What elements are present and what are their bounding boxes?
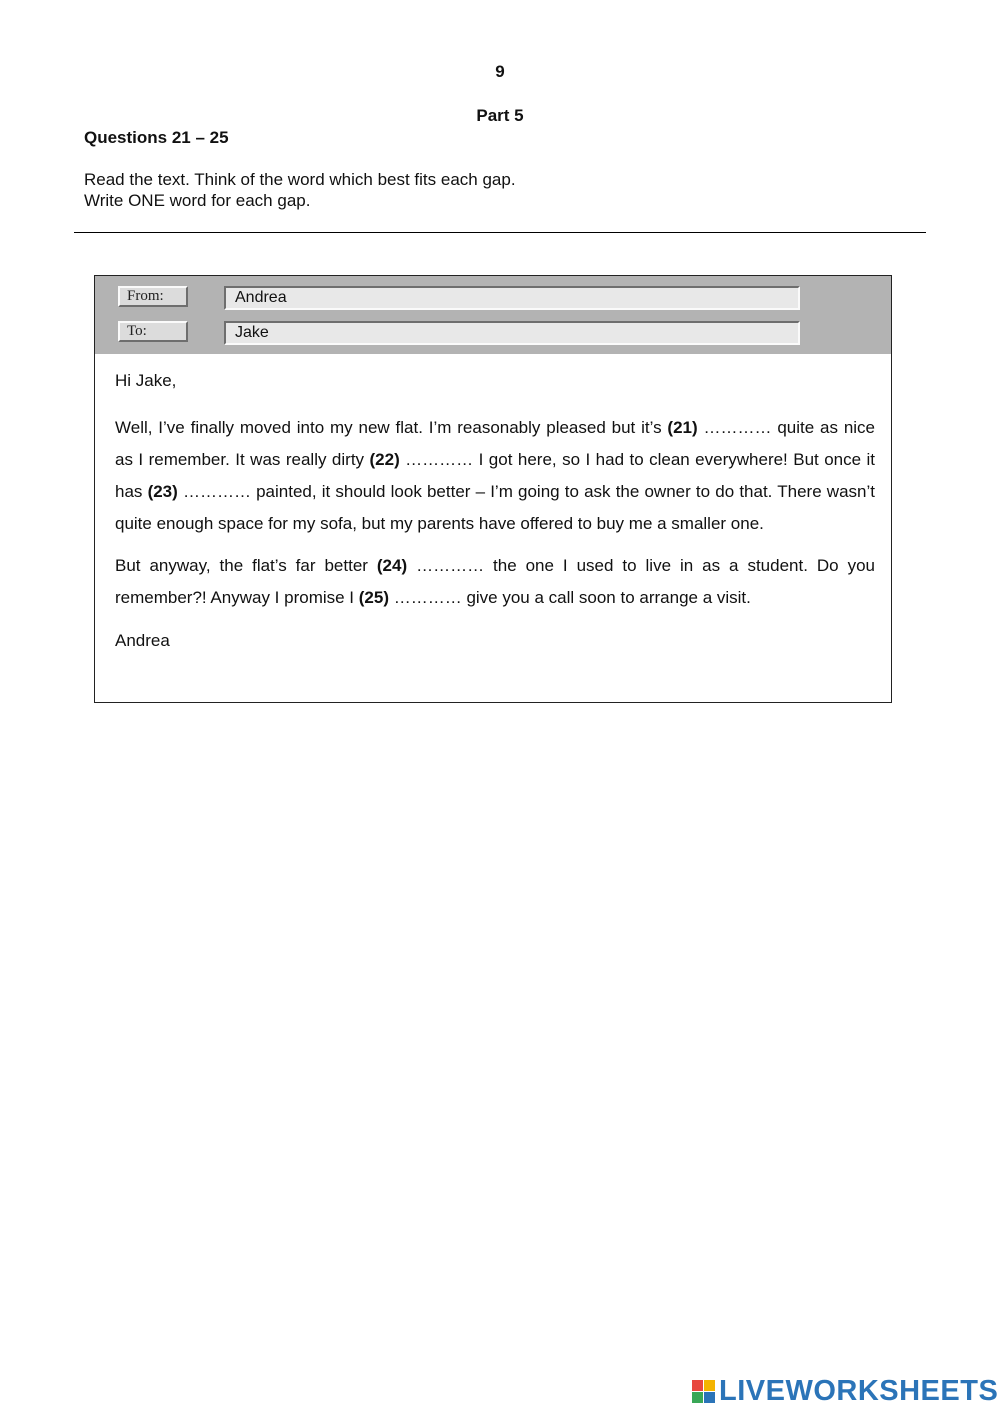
gap-25[interactable]: (25) xyxy=(358,588,389,607)
from-label: From: xyxy=(118,286,188,307)
part-title: Part 5 xyxy=(476,106,524,125)
to-label: To: xyxy=(118,321,188,342)
gap-24[interactable]: (24) xyxy=(376,556,408,575)
questions-heading: Questions 21 – 25 xyxy=(84,128,229,147)
logo-square-blue xyxy=(704,1392,715,1403)
signoff: Andrea xyxy=(115,631,170,650)
email-body xyxy=(115,370,875,652)
logo-square-green xyxy=(692,1392,703,1403)
logo-text: LIVEWORKSHEETS xyxy=(719,1374,999,1407)
paragraph-1-text-3: ………… I got here, so I had to clean everywhere! But once it has xyxy=(115,450,876,501)
greeting: Hi Jake, xyxy=(115,371,177,390)
paragraph-2-text-1: But anyway, the flat’s far better xyxy=(115,556,377,575)
paragraph-1-text-1: Well, I’ve finally moved into my new flat. I’m reasonably pleased but it’s xyxy=(115,418,668,437)
to-field: Jake xyxy=(224,321,800,345)
instruction-line-1: Read the text. Think of the word which best fits each gap. xyxy=(84,170,516,189)
paragraph-2-text-2: ………… the one I used to live in as a student. Do you remember?! Anyway I promise I xyxy=(115,556,875,607)
divider xyxy=(74,232,926,233)
liveworksheets-logo-icon xyxy=(692,1380,715,1403)
paragraph-1-text-4: ………… painted, it should look better – I’m going to ask the owner to do that. There wasn’t quite enough space for my sofa, but my parents have offered to buy me a smaller one. xyxy=(115,482,875,533)
logo-square-red xyxy=(692,1380,703,1391)
paragraph-1 xyxy=(115,412,875,540)
page-number: 9 xyxy=(495,62,505,81)
gap-23[interactable]: (23) xyxy=(147,482,178,501)
gap-21[interactable]: (21) xyxy=(667,418,698,437)
gap-22[interactable]: (22) xyxy=(369,450,400,469)
from-field: Andrea xyxy=(224,286,800,310)
paragraph-2 xyxy=(115,550,875,614)
logo-square-yellow xyxy=(704,1380,715,1391)
instruction-line-2: Write ONE word for each gap. xyxy=(84,191,311,210)
liveworksheets-logo[interactable] xyxy=(692,1374,998,1408)
email-box xyxy=(94,275,892,703)
paragraph-2-text-3: ………… give you a call soon to arrange a visit. xyxy=(389,588,751,607)
email-header xyxy=(95,276,891,354)
paragraph-1-text-2: ………… quite as nice as I remember. It was really dirty xyxy=(115,418,876,469)
